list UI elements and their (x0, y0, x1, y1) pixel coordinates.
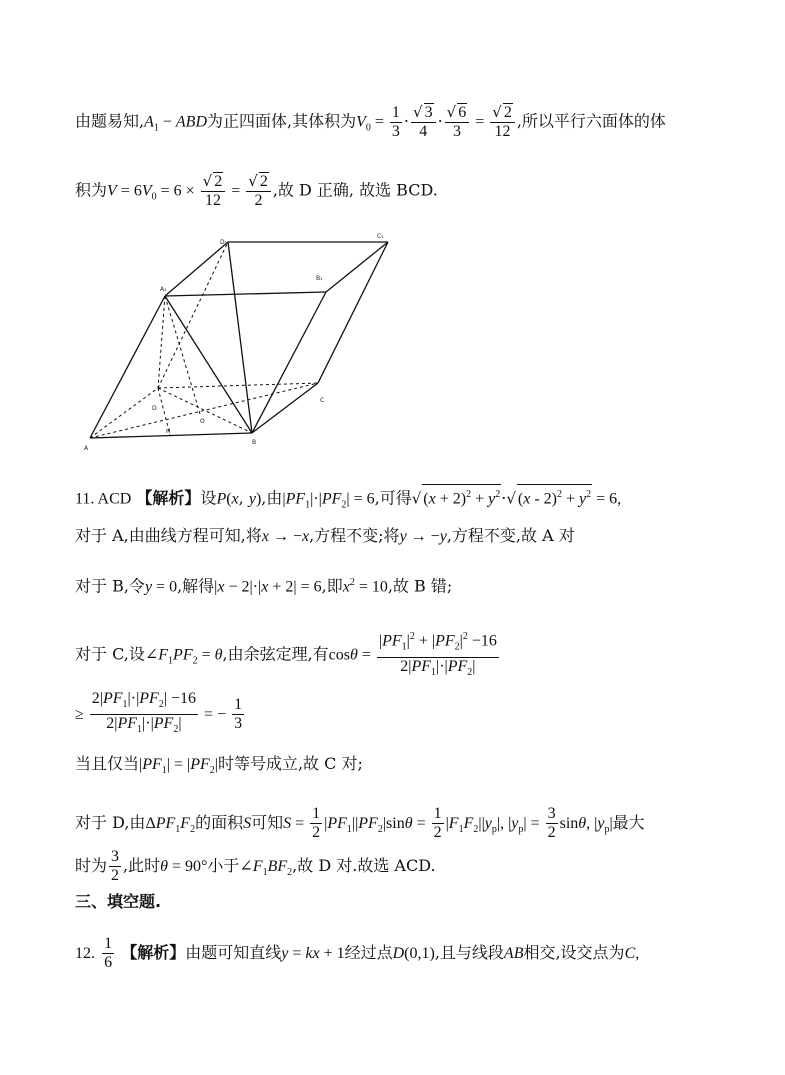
frac-1-6: $\frac{1}{6}$ (104, 935, 113, 971)
q11-line-d: 对于 D,由$\Delta PF_1F_2$的面积S可知S = $\frac{1}{2}$ $|PF_1||PF_2|\sin\theta$ = $\frac{1}{2}$ $|F_1F_2||y_p|$, $|y_p|$ = $\frac{3}{2}$ sinθ, $|y_p|$最大 (75, 805, 645, 841)
edge-b1-b (252, 292, 326, 433)
hidden-d-c (158, 383, 318, 388)
q12-line: 12. $\frac{1}{6}$ 【解析】由题可知直线y = kx + 1经过点D(0,1),且与线段AB相交,设交点为C, (75, 935, 640, 971)
q11-line-a: 对于 A,由曲线方程可知,将x → −x,方程不变;将y → −y,方程不变,故 A 对 (75, 526, 575, 545)
hidden-d-d1 (158, 242, 228, 388)
frac-sqrt3-4: $\frac{√ 3}{4}$ (411, 103, 436, 141)
frac-1-3: $\frac{1}{3}$ (391, 103, 400, 140)
q11-inequality: ≥ $\frac{2|PF_1|\cdot|PF_2| -16}{2|PF_1|\cdot|PF_2|}$ = − $\frac{1}{3}$ (75, 690, 745, 739)
q11-line-b: 对于 B,令y = 0,解得|x − 2|·|x + 2| = 6,即$x^2 = 10$,故 B 错; (75, 576, 453, 596)
parallelepiped-figure (80, 228, 400, 460)
q11-line1: 11. ACD 【解析】设P(x, y),由$|PF_1|\cdot|PF_2| = 6$,可得√ $(x + 2)^2 + y^2\cdot√$ $(x - 2)^2 + y^2 = 6$, (75, 484, 745, 516)
edge-b1-c1 (326, 242, 388, 292)
frac-1-3b: $\frac{1}{3}$ (234, 696, 243, 733)
para1-line: 由题易知$,A_1$ − ABD为正四面体,其体积为$V_0$ = $\frac{1}{3}$ · $\frac{√ 3}{4}$ · $\frac{√ 6}{3}$ = $\frac{√ 2}{12}$ ,所以平行六面体的体 (75, 103, 666, 140)
q11-line-c: 对于 C,设$\angle F_1PF_2 = \theta$,由余弦定理,有cosθ = $\frac{|PF_1|^2 + |PF_2|^2 -16}{2|PF_1|\cdot|PF_2|}$ (75, 628, 745, 682)
section-title: 三、填空题. (75, 892, 162, 911)
hidden-a1-o (165, 296, 200, 414)
edge-a-a1 (90, 296, 165, 438)
para2-line: 积为$V = 6V_0 = 6$ × $\frac{√ 2}{12}$ = $\frac{√ 2}{2}$ ,故 D 正确, 故选 BCD. (75, 172, 438, 209)
label-d: D (152, 405, 157, 412)
frac-ineq: $\frac{2|PF_1|\cdot|PF_2| -16}{2|PF_1|\cdot|PF_2|}$ (91, 690, 197, 736)
edge-c-c1 (318, 242, 388, 383)
frac-sqrt6-3: $\frac{√ 6}{3}$ (445, 103, 470, 141)
label-a1: A₁ (160, 286, 167, 293)
hidden-a-c (90, 383, 318, 438)
frac-cos: $\frac{|PF_1|^2 + |PF_2|^2 -16}{2|PF_1|\cdot|PF_2|}$ (377, 628, 499, 682)
hidden-a1-d (158, 296, 165, 388)
edge-a1-d1 (165, 242, 228, 296)
label-a: A (84, 445, 89, 452)
edge-a1-b1 (165, 292, 326, 296)
label-c: C (320, 397, 325, 404)
label-h: H (166, 428, 171, 435)
label-o: O (200, 418, 205, 425)
frac-sqrt2-12: $\frac{√ 2}{12}$ (490, 103, 515, 141)
label-c1: C₁ (377, 233, 384, 240)
q11-equality: 当且仅当$|PF_1| = |PF_2|$时等号成立,故 C 对; (75, 754, 363, 777)
edge-a-b (90, 433, 252, 438)
frac-sqrt2-12b: $\frac{√ 2}{12}$ (201, 172, 226, 210)
hidden-a-d (90, 388, 158, 438)
label-b: B (252, 439, 257, 446)
label-b1: B₁ (316, 275, 323, 282)
frac-sqrt2-2: $\frac{√ 2}{2}$ (246, 172, 271, 210)
label-d1: D₁ (220, 239, 228, 246)
q11-line-d-cont: 时为 $\frac{3}{2}$ ,此时θ = 90°小于$\angle F_1BF_2$,故 D 对.故选 ACD. (75, 848, 436, 884)
